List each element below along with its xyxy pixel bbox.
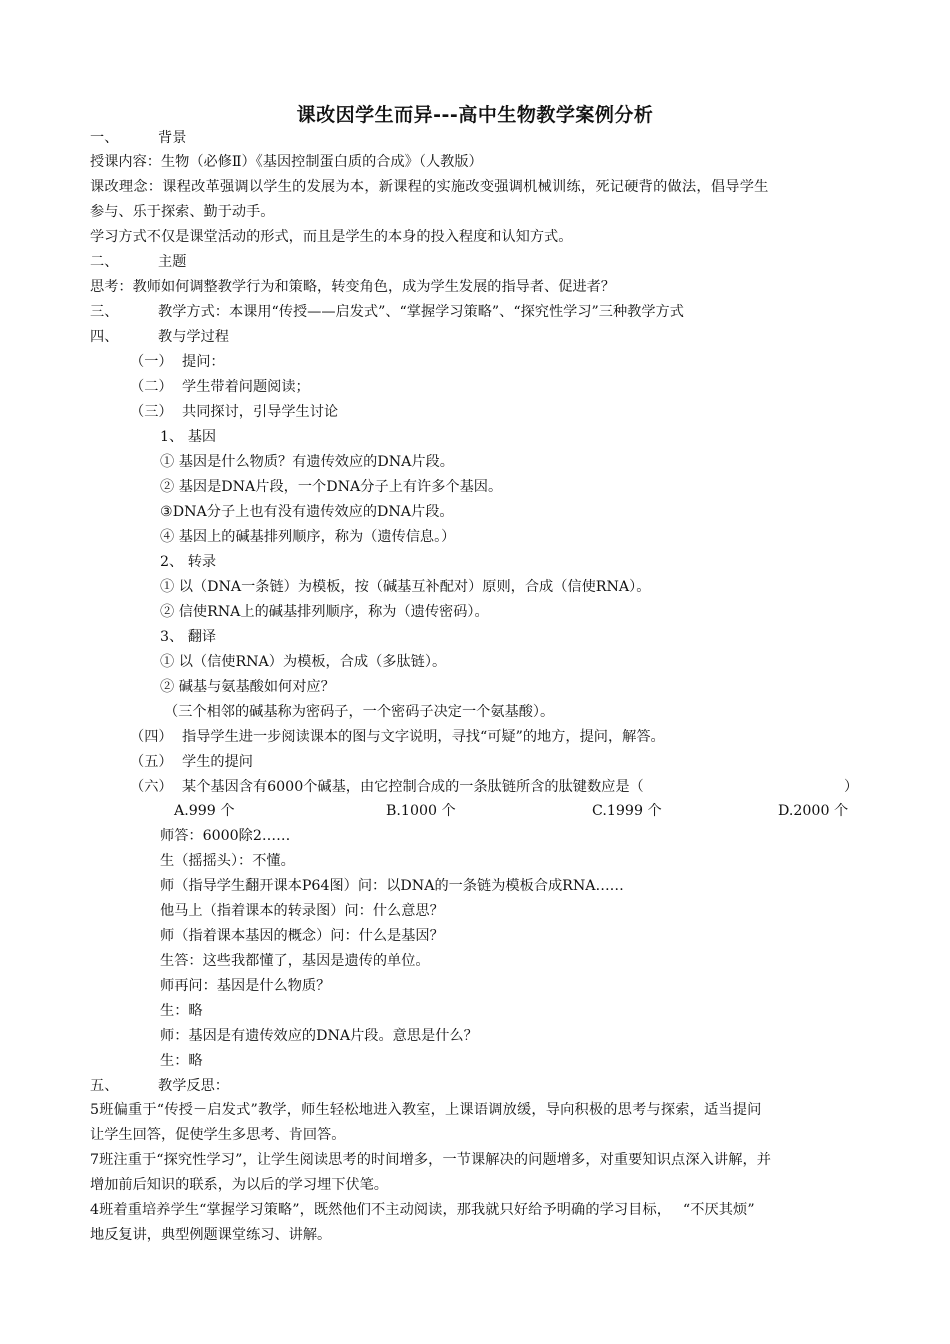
option-d: D.2000 个 <box>778 803 849 819</box>
subsection-number: （五） <box>130 754 173 770</box>
paragraph: 授课内容：生物（必修Ⅱ）《基因控制蛋白质的合成》（人教版） <box>90 154 483 170</box>
subsection-number: （六） <box>130 779 173 795</box>
list-heading: 3、 翻译 <box>160 629 217 645</box>
dialog-line: 生：略 <box>160 1003 203 1019</box>
list-heading: 1、 基因 <box>160 429 217 445</box>
list-item: ① 以（信使RNA）为模板，合成（多肽链）。 <box>160 654 447 670</box>
reflection-paragraph: 4班着重培养学生“掌握学习策略”，既然他们不主动阅读，那我就只好给予明确的学习目标， “不厌其烦” <box>90 1202 755 1218</box>
reflection-paragraph: 地反复讲，典型例题课堂练习、讲解。 <box>90 1227 332 1243</box>
dialog-line: 师：基因是有遗传效应的DNA片段。意思是什么？ <box>160 1028 478 1044</box>
dialog-line: 生答：这些我都懂了，基因是遗传的单位。 <box>160 953 430 969</box>
subsection-number: （二） <box>130 379 173 395</box>
subsection-number: （四） <box>130 729 173 745</box>
section-number: 五、 <box>90 1078 119 1094</box>
question-blank-close: ） <box>844 779 859 795</box>
subsection-number: （一） <box>130 354 173 370</box>
subsection-text: 学生的提问 <box>182 754 253 770</box>
dialog-line: 师（指着课本基因的概念）问：什么是基因？ <box>160 928 444 944</box>
dialog-line: 师答：6000除2…… <box>160 828 291 844</box>
dialog-line: 生（摇摇头）：不懂。 <box>160 853 295 869</box>
paragraph: 思考：教师如何调整教学行为和策略，转变角色，成为学生发展的指导者、促进者？ <box>90 279 615 295</box>
list-item: ① 以（DNA一条链）为模板，按（碱基互补配对）原则，合成（信使RNA）。 <box>160 579 651 595</box>
option-a: A.999 个 <box>174 803 235 819</box>
list-item: （三个相邻的碱基称为密码子，一个密码子决定一个氨基酸）。 <box>164 704 555 720</box>
dialog-line: 师（指导学生翻开课本P64图）问：以DNA的一条链为模板合成RNA…… <box>160 878 624 894</box>
section-heading: 教学反思： <box>158 1078 229 1094</box>
subsection-number: （三） <box>130 404 173 420</box>
paragraph: 学习方式不仅是课堂活动的形式，而且是学生的本身的投入程度和认知方式。 <box>90 229 573 245</box>
section-number: 二、 <box>90 254 119 270</box>
section-heading: 教与学过程 <box>158 329 229 345</box>
list-item: ① 基因是什么物质？有遗传效应的DNA片段。 <box>160 454 454 470</box>
option-c: C.1999 个 <box>592 803 662 819</box>
paragraph: 参与、乐于探索、勤于动手。 <box>90 204 275 220</box>
section-heading: 背景 <box>158 130 187 146</box>
question-text: 某个基因含有6000个碱基，由它控制合成的一条肽链所含的肽键数应是（ <box>182 779 644 795</box>
section-number: 四、 <box>90 329 119 345</box>
subsection-text: 共同探讨，引导学生讨论 <box>182 404 339 420</box>
reflection-paragraph: 增加前后知识的联系，为以后的学习埋下伏笔。 <box>90 1177 388 1193</box>
section-number: 三、 <box>90 304 119 320</box>
subsection-text: 提问： <box>182 354 225 370</box>
list-item: ④ 基因上的碱基排列顺序，称为（遗传信息。） <box>160 529 456 545</box>
document-title: 课改因学生而异---高中生物教学案例分析 <box>296 104 654 126</box>
subsection-text: 学生带着问题阅读； <box>182 379 310 395</box>
dialog-line: 他马上（指着课本的转录图）问：什么意思？ <box>160 903 444 919</box>
reflection-paragraph: 5班偏重于“传授－启发式”教学，师生轻松地进入教室，上课语调放缓，导向积极的思考与探索，适当提问 <box>90 1102 762 1118</box>
reflection-paragraph: 让学生回答，促使学生多思考、肯回答。 <box>90 1127 346 1143</box>
section-number: 一、 <box>90 130 119 146</box>
paragraph: 课改理念：课程改革强调以学生的发展为本，新课程的实施改变强调机械训练，死记硬背的做法，倡导学生 <box>90 179 769 195</box>
option-b: B.1000 个 <box>386 803 456 819</box>
dialog-line: 师再问：基因是什么物质？ <box>160 978 331 994</box>
section-heading: 教学方式：本课用“传授——启发式”、“掌握学习策略”、“探究性学习”三种教学方式 <box>158 304 684 320</box>
list-heading: 2、 转录 <box>160 554 217 570</box>
list-item: ② 信使RNA上的碱基排列顺序，称为（遗传密码）。 <box>160 604 489 620</box>
list-item: ② 基因是DNA片段，一个DNA分子上有许多个基因。 <box>160 479 503 495</box>
dialog-line: 生：略 <box>160 1053 203 1069</box>
section-heading: 主题 <box>158 254 187 270</box>
subsection-text: 指导学生进一步阅读课本的图与文字说明，寻找“可疑”的地方，提问，解答。 <box>182 729 665 745</box>
reflection-paragraph: 7班注重于“探究性学习”，让学生阅读思考的时间增多，一节课解决的问题增多，对重要知识点深入讲解，并 <box>90 1152 772 1168</box>
list-item: ③DNA分子上也有没有遗传效应的DNA片段。 <box>160 504 454 520</box>
list-item: ② 碱基与氨基酸如何对应？ <box>160 679 335 695</box>
